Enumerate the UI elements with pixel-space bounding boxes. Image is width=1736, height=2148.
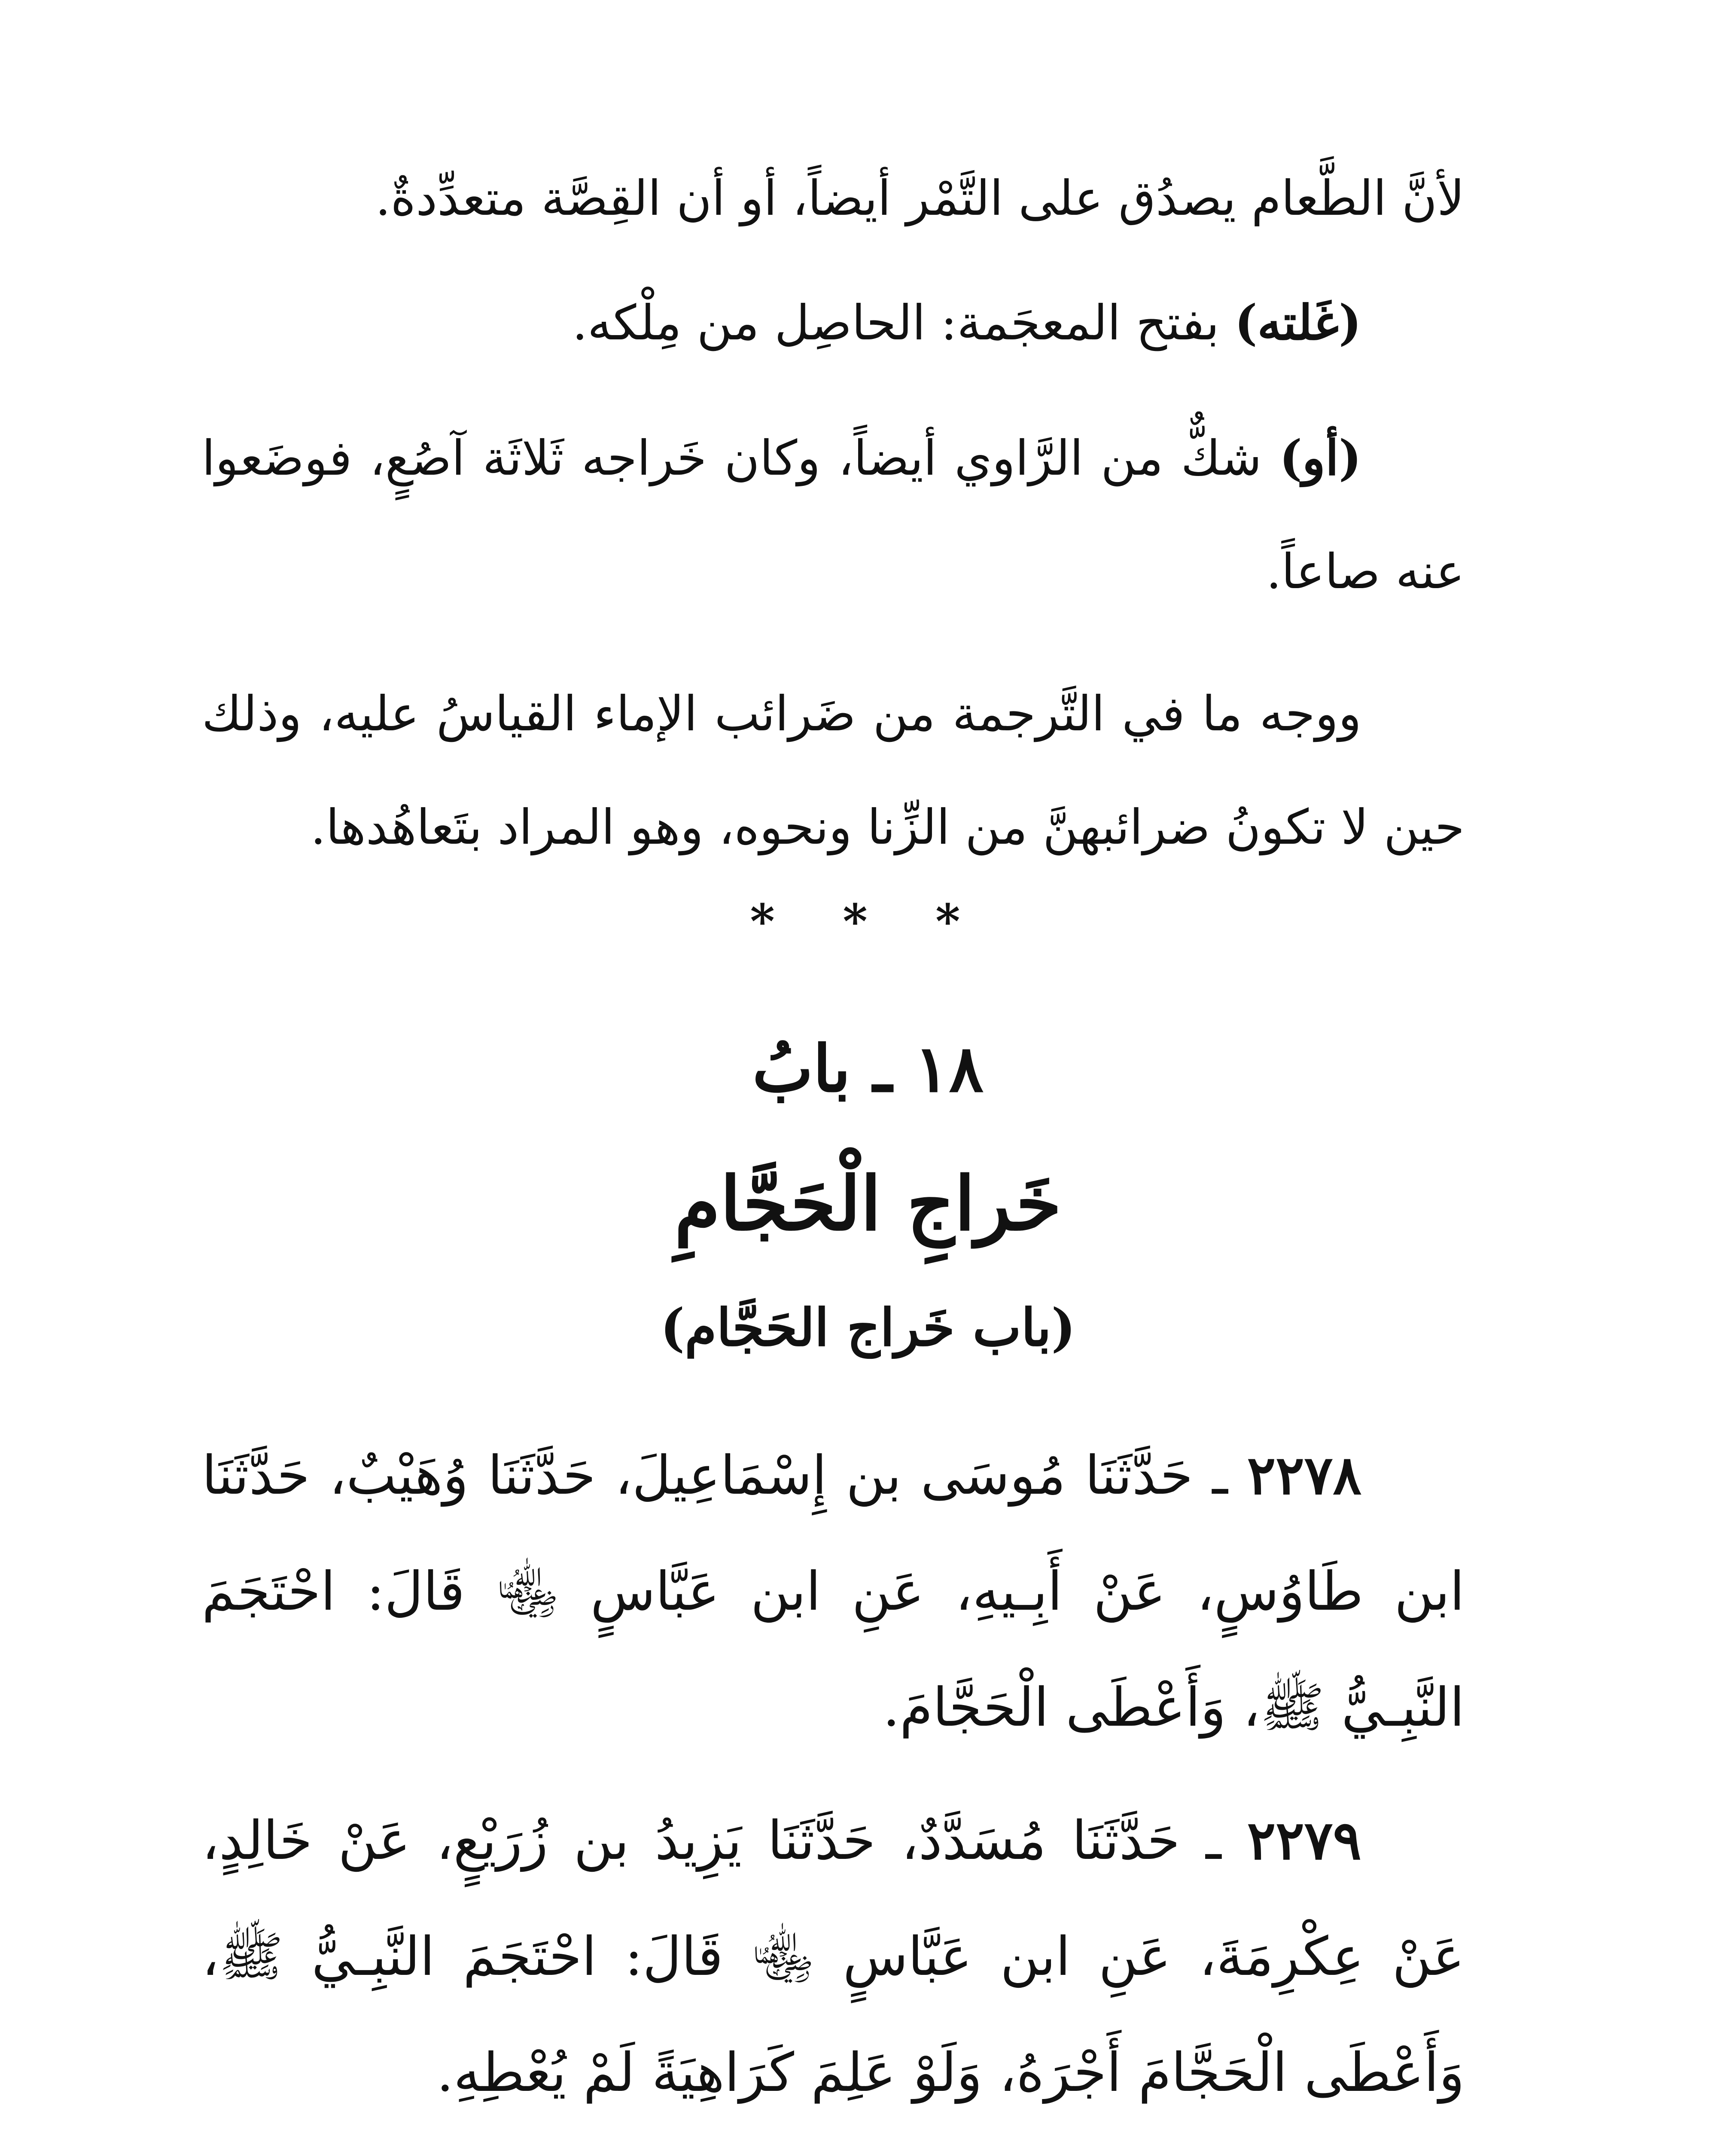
commentary-text: ووجه ما في التَّرجمة من ضَرائب الإماء القياسُ عليه، وذلك حين لا تكونُ ضرائبهنَّ من الزِّنا ونحوه، وهو المراد بتَعاهُدها. (202, 686, 1465, 855)
hadith-number: ٢٢٧٩ (1247, 1809, 1361, 1872)
commentary-paragraph-2 (202, 266, 1465, 380)
commentary-text: لأنَّ الطَّعام يصدُق على التَّمْر أيضاً، أو أن القِصَّة متعدِّدةٌ. (375, 171, 1465, 226)
chapter-number: ١٨ ـ بابُ (752, 1031, 984, 1107)
commentary-term: (أو) (1279, 430, 1361, 486)
hadith-text: ـ حَدَّثَنَا مُسَدَّدٌ، حَدَّثَنَا يَزِيدُ بن زُرَيْعٍ، عَنْ خَالِدٍ، عَنْ عِكْرِمَةَ، عَنِ ابن عَبَّاسٍ ﵄ قَالَ: احْتَجَمَ النَّبِـيُّ ﷺ، وَأَعْطَى الْحَجَّامَ أَجْرَهُ، وَلَوْ عَلِمَ كَرَاهِيَةً لَمْ يُعْطِهِ. (202, 1810, 1465, 2104)
commentary-paragraph-3 (202, 402, 1465, 629)
chapter-title: خَراجِ الْحَجَّامِ (674, 1160, 1062, 1247)
hadith-number: ٢٢٧٨ (1247, 1444, 1361, 1507)
commentary-term: (غَلته) (1234, 295, 1361, 351)
commentary-text: بفتح المعجَمة: الحاصِل من مِلْكه. (572, 295, 1235, 351)
section-separator: * * * (750, 894, 986, 949)
hadith-text: ـ حَدَّثَنَا مُوسَى بن إِسْمَاعِيلَ، حَدَّثَنَا وُهَيْبٌ، حَدَّثَنَا ابن طَاوُسٍ، عَنْ أَبِـيهِ، عَنِ ابن عَبَّاسٍ ﵄ قَالَ: احْتَجَمَ النَّبِـيُّ ﷺ، وَأَعْطَى الْحَجَّامَ. (202, 1445, 1465, 1739)
commentary-text: شكٌّ من الرَّاوي أيضاً، وكان خَراجه ثَلاثَة آصُعٍ، فوضَعوا عنه صاعاً. (202, 430, 1465, 600)
hadith-2278 (202, 1418, 1465, 1766)
commentary-paragraph-4 (202, 657, 1465, 884)
chapter-subtitle: (باب خَراج الحَجَّام) (660, 1297, 1076, 1358)
commentary-line-1 (202, 142, 1465, 255)
hadith-2279 (202, 1783, 1465, 2131)
